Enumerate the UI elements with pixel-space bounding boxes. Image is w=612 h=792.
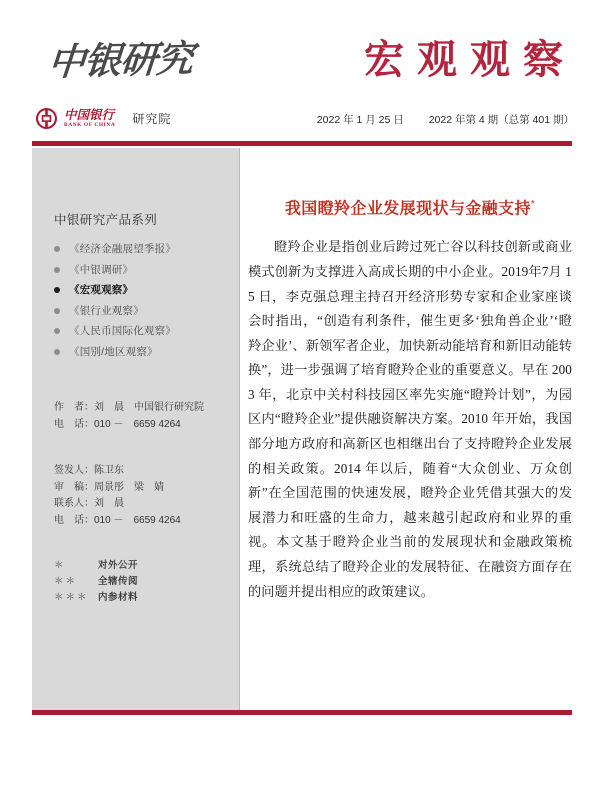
- boc-name-block: [64, 109, 115, 129]
- brand-calligraphy-logo: 中银研究: [46, 39, 195, 84]
- sidebar-item-label: 《国别/地区观察》: [69, 345, 158, 358]
- bullet-icon: [54, 328, 60, 334]
- article-abstract: 瞪羚企业是指创业后跨过死亡谷以科技创新或商业模式创新为支撑进入高成长期的中小企业。2019年7月 15 日，李克强总理主持召开经济形势专家和企业家座谈会时指出，“创造有利条件，催生更多‘独角兽企业’‘瞪羚企业’、新领军者企业，加快新动能培育和新旧动能转换”，进一步强调了培育瞪羚企业的重要意义。早在 2003 年，北京中关村科技园区率先实施“瞪羚计划”，为园区内“瞪羚企业”提供融资解决方案。2010 年开始，我国部分地方政府和高新区也相继出台了支持瞪羚企业发展的相关政策。2014 年以后，随着“大众创业、万众创新”在全国范围的快速发展，瞪羚企业凭借其强大的发展潜力和旺盛的生命力，越来越引起政府和业界的重视。本文基于瞪羚企业当前的发展现状和金融政策梳理，系统总结了瞪羚企业的发展特征、在融资方面存在的问题并提出相应的政策建议。: [248, 239, 572, 599]
- legend-mark: ＊＊＊: [54, 592, 89, 603]
- issue-date: 2022 年 1 月 25 日: [316, 114, 404, 126]
- author-meta-block: [54, 400, 234, 529]
- legend-text: 全辖传阅: [98, 576, 139, 587]
- journal-title: 宏观观察: [364, 37, 576, 82]
- boc-name-en: BANK OF CHINA: [64, 122, 116, 129]
- vertical-divider: [239, 148, 240, 710]
- meta-spacer: [54, 433, 234, 463]
- bank-of-china-logo: [36, 108, 171, 129]
- sidebar-item-1[interactable]: [54, 260, 234, 281]
- sidebar-item-4[interactable]: [54, 321, 234, 342]
- legend-text: 内参材料: [98, 592, 139, 603]
- article-title-footnote-marker: *: [530, 199, 536, 210]
- author-phone: 电 话：010 － 6659 4264: [54, 418, 181, 430]
- boc-unit-label: 研究院: [132, 112, 172, 126]
- bullet-icon: [54, 349, 60, 355]
- bullet-icon: [54, 246, 60, 252]
- boc-emblem-icon: [36, 108, 57, 129]
- bullet-icon: [54, 308, 60, 314]
- sidebar-item-label: 《中银调研》: [69, 263, 134, 276]
- legend-row-2: [54, 590, 234, 606]
- article-title: [248, 193, 572, 221]
- sidebar-item-2-active[interactable]: [54, 280, 234, 301]
- reviewer-line: 审 稿：周景彤 梁 婧: [54, 481, 164, 493]
- issue-info: [317, 112, 574, 127]
- legend-row-1: [54, 574, 234, 590]
- article-column: [248, 148, 572, 604]
- issuer-line: 签发人：陈卫东: [54, 465, 124, 476]
- sidebar-content: [54, 148, 234, 606]
- contact-phone: 电 话：010 － 6659 4264: [54, 514, 181, 526]
- legend-mark: ＊: [54, 560, 66, 571]
- legend-text: 对外公开: [98, 560, 139, 571]
- bottom-rule: [32, 710, 572, 715]
- sidebar-item-label: 《人民币国际化观察》: [69, 325, 176, 337]
- content-area: [32, 148, 572, 710]
- sidebar-item-0[interactable]: [54, 239, 234, 260]
- boc-name-cn: 中国银行: [64, 107, 115, 122]
- confidentiality-legend: [54, 558, 234, 606]
- sidebar-item-5[interactable]: [54, 342, 234, 363]
- contact-line: 联系人：刘 晨: [54, 498, 124, 509]
- issue-number: 2022 年第 4 期（总第 401 期）: [428, 114, 574, 126]
- sidebar-item-label: 《宏观观察》: [69, 284, 134, 296]
- author-line: 作 者：刘 晨 中国银行研究院: [54, 402, 204, 413]
- sidebar-item-label: 《银行业观察》: [69, 304, 144, 317]
- bullet-icon: [54, 267, 60, 273]
- series-list: [54, 239, 234, 362]
- legend-mark: ＊＊: [54, 576, 78, 587]
- top-rule: [32, 141, 572, 146]
- bullet-icon: [54, 287, 60, 293]
- sidebar-item-3[interactable]: [54, 301, 234, 322]
- legend-row-0: [54, 558, 234, 574]
- sidebar-item-label: 《经济金融展望季报》: [69, 243, 176, 255]
- masthead: [0, 0, 612, 142]
- series-heading: 中银研究产品系列: [54, 213, 158, 227]
- article-title-text: 我国瞪羚企业发展现状与金融支持: [284, 200, 531, 218]
